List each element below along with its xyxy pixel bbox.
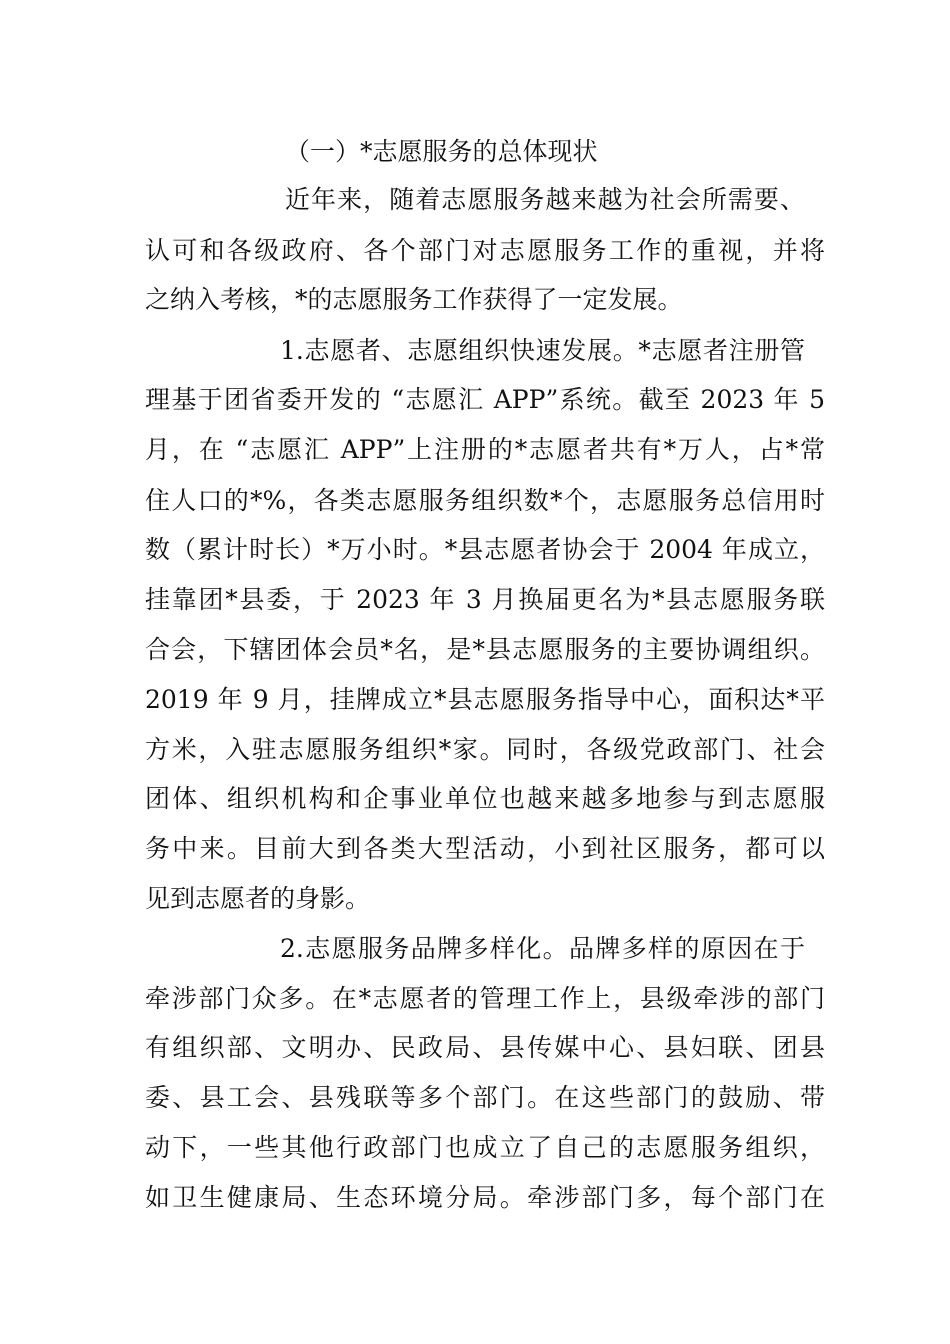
paragraph-line: 有组织部、文明办、民政局、县传媒中心、县妇联、团县 — [145, 1033, 825, 1062]
paragraph-line: 数（累计时长）*万小时。*县志愿者协会于 2004 年成立， — [145, 535, 825, 564]
paragraph-line: 如卫生健康局、生态环境分局。牵涉部门多，每个部门在 — [145, 1183, 825, 1212]
paragraph-line: 合会，下辖团体会员*名，是*县志愿服务的主要协调组织。 — [145, 635, 825, 664]
paragraph-line: 住人口的*%，各类志愿服务组织数*个，志愿服务总信用时 — [145, 486, 825, 515]
paragraph-line: 团体、组织机构和企事业单位也越来越多地参与到志愿服 — [145, 784, 825, 813]
paragraph-line: 见到志愿者的身影。 — [145, 884, 371, 913]
paragraph-line: 1.志愿者、志愿组织快速发展。*志愿者注册管 — [280, 336, 805, 365]
section-heading: （一）*志愿服务的总体现状 — [285, 137, 598, 166]
paragraph-line: 挂靠团*县委，于 2023 年 3 月换届更名为*县志愿服务联 — [145, 585, 825, 614]
paragraph-line: 务中来。目前大到各类大型活动，小到社区服务，都可以 — [145, 834, 825, 863]
paragraph-line: 月，在 “志愿汇 APP”上注册的*志愿者共有*万人，占*常 — [145, 435, 825, 464]
paragraph-line: 动下，一些其他行政部门也成立了自己的志愿服务组织， — [145, 1133, 825, 1162]
paragraph-line: 理基于团省委开发的 “志愿汇 APP”系统。截至 2023 年 5 — [145, 385, 825, 414]
paragraph-line: 方米，入驻志愿服务组织*家。同时，各级党政部门、社会 — [145, 735, 825, 764]
paragraph-line: 委、县工会、县残联等多个部门。在这些部门的鼓励、带 — [145, 1083, 825, 1112]
paragraph-line: 之纳入考核，*的志愿服务工作获得了一定发展。 — [145, 285, 683, 314]
paragraph-line: 牵涉部门众多。在*志愿者的管理工作上，县级牵涉的部门 — [145, 984, 825, 1013]
paragraph-line: 2.志愿服务品牌多样化。品牌多样的原因在于 — [280, 934, 805, 963]
paragraph-line: 认可和各级政府、各个部门对志愿服务工作的重视，并将 — [145, 236, 825, 265]
paragraph-line: 近年来，随着志愿服务越来越为社会所需要、 — [285, 185, 805, 214]
paragraph-line: 2019 年 9 月，挂牌成立*县志愿服务指导中心，面积达*平 — [145, 685, 825, 714]
